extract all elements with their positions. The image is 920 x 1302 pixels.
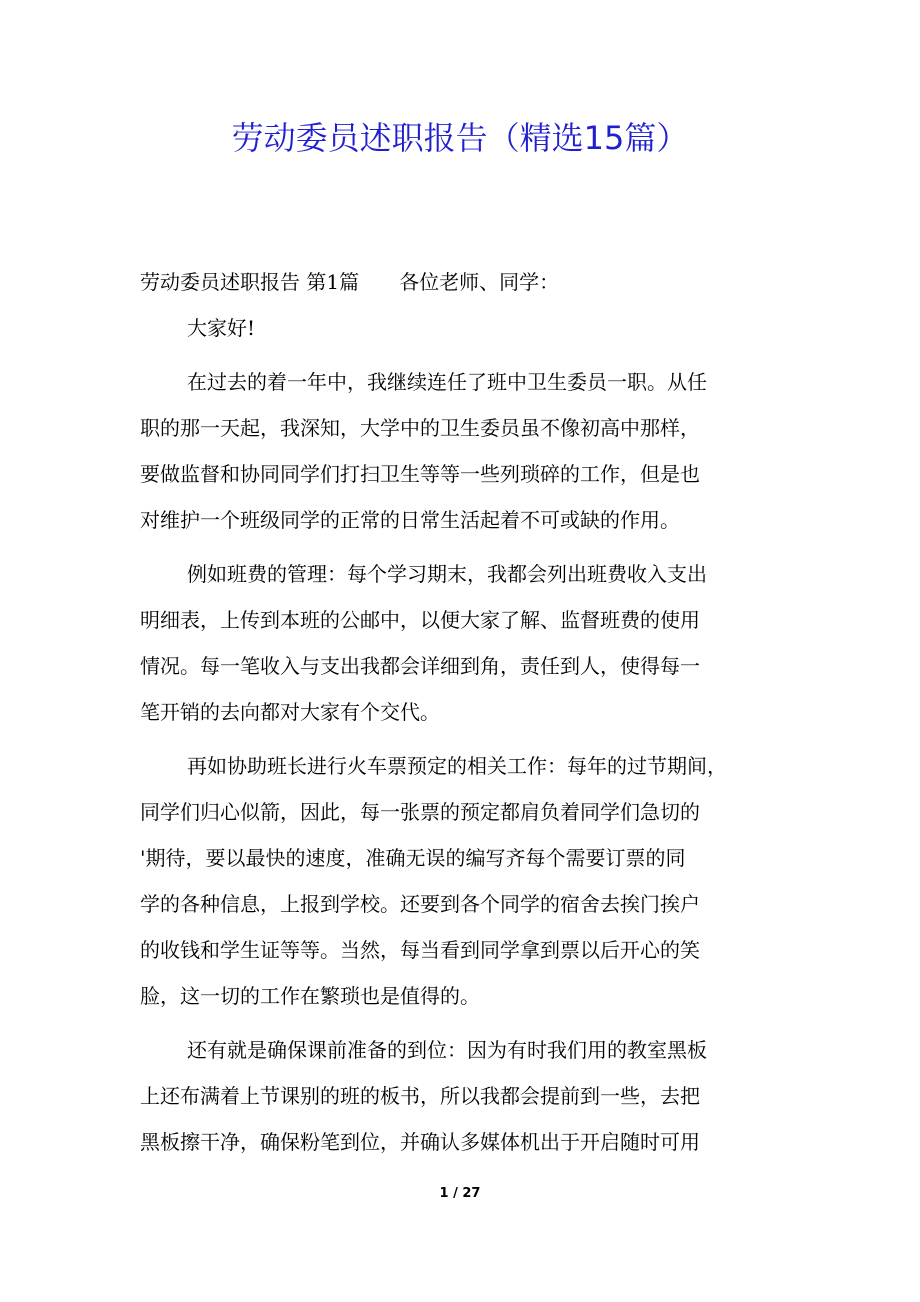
- paragraph-line: 明细表，上传到本班的公邮中，以便大家了解、监督班费的使用: [140, 608, 700, 632]
- greeting-line: 大家好!: [187, 316, 256, 340]
- paragraph-line: 黑板擦干净，确保粉笔到位，并确认多媒体机出于开启随时可用: [140, 1130, 700, 1154]
- paragraph-line: 职的那一天起，我深知，大学中的卫生委员虽不像初高中那样，: [140, 416, 700, 440]
- paragraph-line: 要做监督和协同同学们打扫卫生等等一些列琐碎的工作，但是也: [140, 462, 700, 486]
- paragraph-line: 笔开销的去向都对大家有个交代。: [140, 700, 440, 724]
- paragraph-line: 同学们归心似箭，因此，每一张票的预定都肩负着同学们急切的: [140, 800, 700, 824]
- report-heading: 劳动委员述职报告 第1篇: [140, 270, 360, 294]
- paragraph-line: 例如班费的管理：每个学习期末，我都会列出班费收入支出: [187, 562, 707, 586]
- paragraph-line: 的收钱和学生证等等。当然，每当看到同学拿到票以后开心的笑: [140, 938, 700, 962]
- paragraph-line: 还有就是确保课前准备的到位：因为有时我们用的教室黑板: [187, 1038, 707, 1062]
- report-heading-line: [140, 259, 780, 305]
- paragraph-line: 在过去的着一年中，我继续连任了班中卫生委员一职。从任: [187, 370, 707, 394]
- paragraph-line: '期待，要以最快的速度，准确无误的编写齐每个需要订票的同: [140, 846, 686, 870]
- salutation: 各位老师、同学：: [399, 270, 560, 294]
- document-title: 劳动委员述职报告（精选15篇）: [231, 119, 689, 157]
- paragraph-line: 学的各种信息，上报到学校。还要到各个同学的宿舍去挨门挨户: [140, 892, 700, 916]
- paragraph-line: 脸，这一切的工作在繁琐也是值得的。: [140, 984, 480, 1008]
- document-body: [140, 259, 780, 1165]
- paragraph-line: 情况。每一笔收入与支出我都会详细到角，责任到人，使得每一: [140, 654, 700, 678]
- page-indicator: 1 / 27: [439, 1186, 481, 1201]
- paragraph-line: 再如协助班长进行火车票预定的相关工作：每年的过节期间，: [187, 754, 727, 778]
- paragraph-line: 上还布满着上节课别的班的板书，所以我都会提前到一些，去把: [140, 1084, 700, 1108]
- paragraph-line: 对维护一个班级同学的正常的日常生活起着不可或缺的作用。: [140, 508, 680, 532]
